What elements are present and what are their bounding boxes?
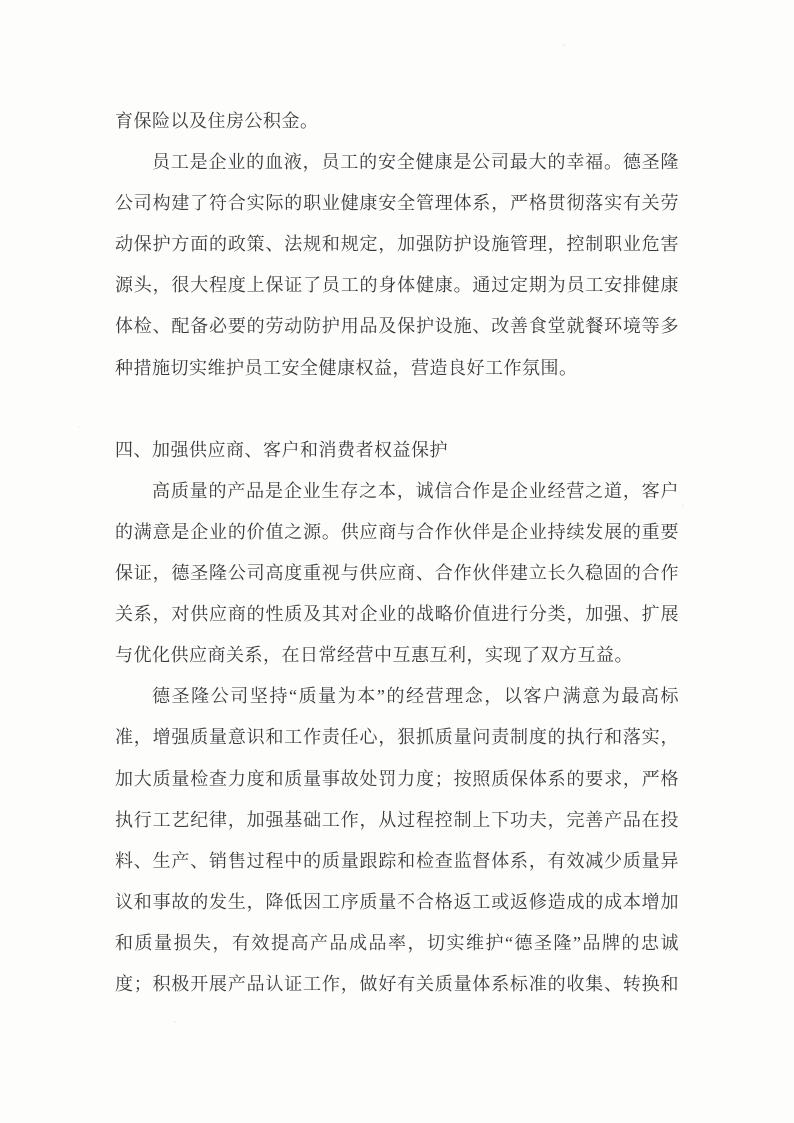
text-line: 加大质量检查力度和质量事故处罚力度；按照质保体系的要求，严格 [115,768,679,789]
text-line: 议和事故的发生，降低因工序质量不合格返工或返修造成的成本增加 [115,891,679,912]
text-line: 源头，很大程度上保证了员工的身体健康。通过定期为员工安排健康 [115,275,679,296]
text-line: 高质量的产品是企业生存之本，诚信合作是企业经营之道，客户 [152,480,679,501]
text-line: 体检、配备必要的劳动防护用品及保护设施、改善食堂就餐环境等多 [115,316,679,337]
text-line: 度；积极开展产品认证工作，做好有关质量体系标准的收集、转换和 [115,973,679,994]
text-line: 动保护方面的政策、法规和规定，加强防护设施管理，控制职业危害 [115,234,679,255]
text-line: 保证，德圣隆公司高度重视与供应商、合作伙伴建立长久稳固的合作 [115,563,679,584]
text-line: 公司构建了符合实际的职业健康安全管理体系，严格贯彻落实有关劳 [115,193,679,214]
text-line: 员工是企业的血液，员工的安全健康是公司最大的幸福。德圣隆 [152,152,679,173]
paragraph-supplier [115,471,679,676]
text-line: 关系，对供应商的性质及其对企业的战略价值进行分类，加强、扩展 [115,604,679,625]
text-line: 德圣隆公司坚持“质量为本”的经营理念，以客户满意为最高标 [152,686,679,707]
text-line: 与优化供应商关系，在日常经营中互惠互利，实现了双方互益。 [115,645,633,666]
text-line: 准，增强质量意识和工作责任心，狠抓质量问责制度的执行和落实， [115,727,679,748]
text-line: 和质量损失，有效提高产品成品率，切实维护“德圣隆”品牌的忠诚 [115,932,679,953]
text-line: 育保险以及住房公积金。 [115,111,319,131]
text-line: 料、生产、销售过程中的质量跟踪和检查监督体系，有效减少质量异 [115,850,679,871]
blank-line [115,389,679,430]
text-line: 种措施切实维护员工安全健康权益，营造良好工作氛围。 [115,357,578,378]
text-line: 的满意是企业的价值之源。供应商与合作伙伴是企业持续发展的重要 [115,521,679,542]
text-line: 执行工艺纪律，加强基础工作，从过程控制上下功夫，完善产品在投 [115,809,679,830]
document-text [115,101,679,1005]
paragraph-quality [115,676,679,1005]
section-heading: 四、加强供应商、客户和消费者权益保护 [115,439,448,460]
paragraph-employee-health [115,142,679,389]
paragraph-insurance [115,101,679,142]
